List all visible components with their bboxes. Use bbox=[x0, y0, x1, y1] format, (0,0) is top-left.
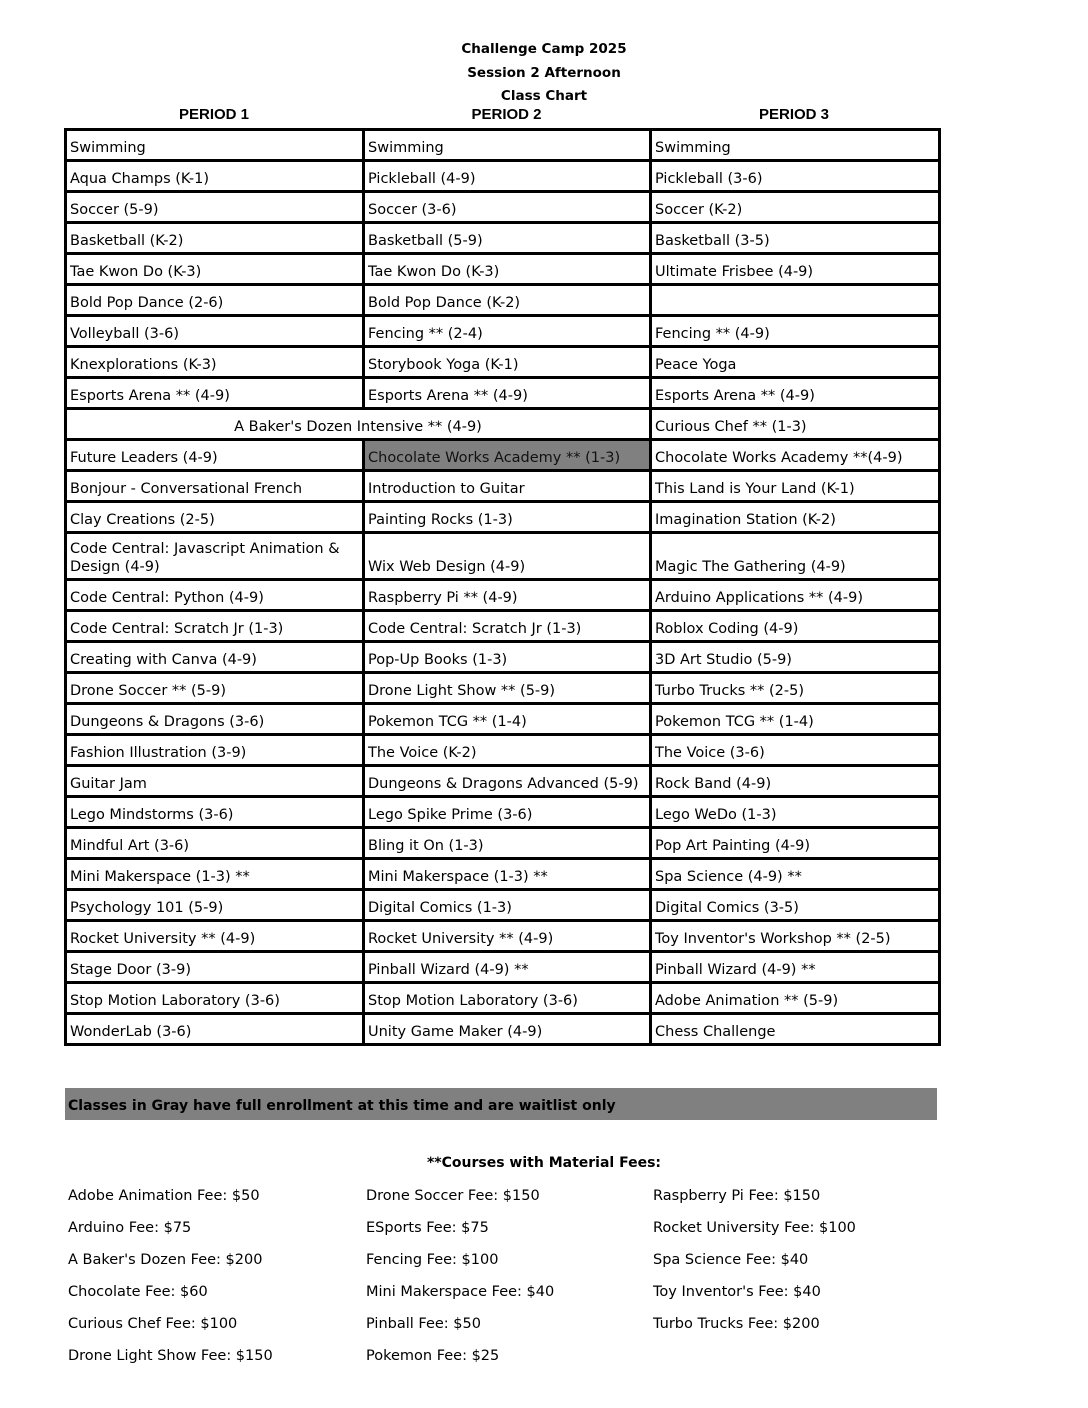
class-cell: Chocolate Works Academy ** (1-3) bbox=[364, 440, 651, 471]
table-row bbox=[66, 254, 940, 285]
class-cell: Esports Arena ** (4-9) bbox=[66, 378, 364, 409]
class-cell: Roblox Coding (4-9) bbox=[651, 611, 940, 642]
class-cell: Digital Comics (3-5) bbox=[651, 890, 940, 921]
class-cell: Mindful Art (3-6) bbox=[66, 828, 364, 859]
table-row bbox=[66, 533, 940, 580]
class-cell: Peace Yoga bbox=[651, 347, 940, 378]
class-cell: Pinball Wizard (4-9) ** bbox=[364, 952, 651, 983]
table-row bbox=[66, 642, 940, 673]
table-row bbox=[66, 223, 940, 254]
fee-item: Arduino Fee: $75 bbox=[68, 1220, 192, 1236]
fee-item: Drone Light Show Fee: $150 bbox=[68, 1348, 273, 1364]
class-cell: Stop Motion Laboratory (3-6) bbox=[364, 983, 651, 1014]
class-cell: Tae Kwon Do (K-3) bbox=[66, 254, 364, 285]
table-row bbox=[66, 471, 940, 502]
class-cell: The Voice (3-6) bbox=[651, 735, 940, 766]
fee-item: A Baker's Dozen Fee: $200 bbox=[68, 1252, 263, 1268]
class-cell: Soccer (K-2) bbox=[651, 192, 940, 223]
class-cell: Bonjour - Conversational French bbox=[66, 471, 364, 502]
class-cell: Guitar Jam bbox=[66, 766, 364, 797]
class-cell: Fencing ** (2-4) bbox=[364, 316, 651, 347]
fee-item: Chocolate Fee: $60 bbox=[68, 1284, 208, 1300]
class-cell: Chess Challenge bbox=[651, 1014, 940, 1045]
table-row bbox=[66, 192, 940, 223]
fees-title: **Courses with Material Fees: bbox=[426, 1155, 661, 1171]
class-cell: Basketball (3-5) bbox=[651, 223, 940, 254]
class-cell: The Voice (K-2) bbox=[364, 735, 651, 766]
fee-item: Turbo Trucks Fee: $200 bbox=[653, 1316, 820, 1332]
class-cell: Pinball Wizard (4-9) ** bbox=[651, 952, 940, 983]
table-row bbox=[66, 580, 940, 611]
class-cell: Clay Creations (2-5) bbox=[66, 502, 364, 533]
class-cell: Volleyball (3-6) bbox=[66, 316, 364, 347]
class-cell: Dungeons & Dragons (3-6) bbox=[66, 704, 364, 735]
chart-label: Class Chart bbox=[500, 88, 588, 104]
page-title: Challenge Camp 2025 bbox=[461, 41, 627, 57]
class-cell: Fashion Illustration (3-9) bbox=[66, 735, 364, 766]
table-row bbox=[66, 766, 940, 797]
fee-item: Raspberry Pi Fee: $150 bbox=[653, 1188, 821, 1204]
fee-item: Rocket University Fee: $100 bbox=[653, 1220, 856, 1236]
class-cell: Swimming bbox=[651, 130, 940, 161]
table-row bbox=[66, 859, 940, 890]
class-cell: Aqua Champs (K-1) bbox=[66, 161, 364, 192]
class-cell: Esports Arena ** (4-9) bbox=[364, 378, 651, 409]
class-cell: Unity Game Maker (4-9) bbox=[364, 1014, 651, 1045]
fee-item: Curious Chef Fee: $100 bbox=[68, 1316, 238, 1332]
fee-item: Pokemon Fee: $25 bbox=[366, 1348, 500, 1364]
class-cell: Esports Arena ** (4-9) bbox=[651, 378, 940, 409]
table-row bbox=[66, 890, 940, 921]
period-3-header: PERIOD 3 bbox=[758, 106, 830, 123]
waitlist-note: Classes in Gray have full enrollment at this time and are waitlist only bbox=[65, 1088, 937, 1120]
class-cell: Mini Makerspace (1-3) ** bbox=[364, 859, 651, 890]
class-cell: Drone Soccer ** (5-9) bbox=[66, 673, 364, 704]
class-cell: Tae Kwon Do (K-3) bbox=[364, 254, 651, 285]
class-cell: Drone Light Show ** (5-9) bbox=[364, 673, 651, 704]
table-row bbox=[66, 161, 940, 192]
table-row bbox=[66, 983, 940, 1014]
fee-item: Drone Soccer Fee: $150 bbox=[366, 1188, 540, 1204]
fee-item: Mini Makerspace Fee: $40 bbox=[366, 1284, 555, 1300]
table-row bbox=[66, 797, 940, 828]
class-cell: Ultimate Frisbee (4-9) bbox=[651, 254, 940, 285]
table-row bbox=[66, 1014, 940, 1045]
class-cell: Spa Science (4-9) ** bbox=[651, 859, 940, 890]
fees-column-3 bbox=[653, 1187, 856, 1347]
fee-item: Pinball Fee: $50 bbox=[366, 1316, 481, 1332]
class-cell: Pokemon TCG ** (1-4) bbox=[364, 704, 651, 735]
period-1-header: PERIOD 1 bbox=[178, 106, 250, 123]
merged-class-cell: A Baker's Dozen Intensive ** (4-9) bbox=[66, 409, 651, 440]
class-cell: Creating with Canva (4-9) bbox=[66, 642, 364, 673]
table-row bbox=[66, 347, 940, 378]
fees-column-1 bbox=[68, 1187, 273, 1379]
table-row bbox=[66, 735, 940, 766]
class-cell: Pop-Up Books (1-3) bbox=[364, 642, 651, 673]
table-row bbox=[66, 921, 940, 952]
class-cell: Stage Door (3-9) bbox=[66, 952, 364, 983]
class-chart-table bbox=[64, 128, 941, 1046]
fee-item: ESports Fee: $75 bbox=[366, 1220, 489, 1236]
class-cell: Fencing ** (4-9) bbox=[651, 316, 940, 347]
fee-item: Adobe Animation Fee: $50 bbox=[68, 1188, 260, 1204]
class-cell: Arduino Applications ** (4-9) bbox=[651, 580, 940, 611]
class-cell: Swimming bbox=[364, 130, 651, 161]
class-cell: Rocket University ** (4-9) bbox=[364, 921, 651, 952]
class-cell: Bold Pop Dance (K-2) bbox=[364, 285, 651, 316]
class-cell: Pop Art Painting (4-9) bbox=[651, 828, 940, 859]
table-row bbox=[66, 704, 940, 735]
table-row bbox=[66, 285, 940, 316]
table-row bbox=[66, 502, 940, 533]
class-cell: Curious Chef ** (1-3) bbox=[651, 409, 940, 440]
table-row bbox=[66, 409, 940, 440]
class-cell: Rocket University ** (4-9) bbox=[66, 921, 364, 952]
table-row bbox=[66, 378, 940, 409]
class-cell: Psychology 101 (5-9) bbox=[66, 890, 364, 921]
class-cell: Code Central: Scratch Jr (1-3) bbox=[364, 611, 651, 642]
class-cell: Pickleball (4-9) bbox=[364, 161, 651, 192]
class-cell: Digital Comics (1-3) bbox=[364, 890, 651, 921]
class-cell: Code Central: Python (4-9) bbox=[66, 580, 364, 611]
class-cell: Stop Motion Laboratory (3-6) bbox=[66, 983, 364, 1014]
class-cell: Basketball (K-2) bbox=[66, 223, 364, 254]
table-row bbox=[66, 828, 940, 859]
class-cell: Swimming bbox=[66, 130, 364, 161]
class-cell: Pickleball (3-6) bbox=[651, 161, 940, 192]
table-row bbox=[66, 952, 940, 983]
session-subtitle: Session 2 Afternoon bbox=[467, 65, 621, 81]
class-cell: WonderLab (3-6) bbox=[66, 1014, 364, 1045]
class-cell: Bold Pop Dance (2-6) bbox=[66, 285, 364, 316]
class-cell: Soccer (3-6) bbox=[364, 192, 651, 223]
table-row bbox=[66, 316, 940, 347]
class-cell: Code Central: Javascript Animation & Design (4-9) bbox=[66, 533, 364, 580]
class-cell: Soccer (5-9) bbox=[66, 192, 364, 223]
class-cell: Mini Makerspace (1-3) ** bbox=[66, 859, 364, 890]
class-cell: Introduction to Guitar bbox=[364, 471, 651, 502]
class-cell: Painting Rocks (1-3) bbox=[364, 502, 651, 533]
class-cell: Future Leaders (4-9) bbox=[66, 440, 364, 471]
fee-item: Spa Science Fee: $40 bbox=[653, 1252, 809, 1268]
class-cell: Code Central: Scratch Jr (1-3) bbox=[66, 611, 364, 642]
class-cell: 3D Art Studio (5-9) bbox=[651, 642, 940, 673]
class-cell: Lego Spike Prime (3-6) bbox=[364, 797, 651, 828]
class-cell: Pokemon TCG ** (1-4) bbox=[651, 704, 940, 735]
class-cell bbox=[651, 285, 940, 316]
class-cell: This Land is Your Land (K-1) bbox=[651, 471, 940, 502]
period-2-header: PERIOD 2 bbox=[471, 106, 542, 123]
class-cell: Wix Web Design (4-9) bbox=[364, 533, 651, 580]
class-cell: Adobe Animation ** (5-9) bbox=[651, 983, 940, 1014]
table-row bbox=[66, 611, 940, 642]
table-row bbox=[66, 673, 940, 704]
class-cell: Chocolate Works Academy **(4-9) bbox=[651, 440, 940, 471]
class-cell: Raspberry Pi ** (4-9) bbox=[364, 580, 651, 611]
class-cell: Magic The Gathering (4-9) bbox=[651, 533, 940, 580]
class-cell: Storybook Yoga (K-1) bbox=[364, 347, 651, 378]
class-cell: Dungeons & Dragons Advanced (5-9) bbox=[364, 766, 651, 797]
class-cell: Knexplorations (K-3) bbox=[66, 347, 364, 378]
fee-item: Fencing Fee: $100 bbox=[366, 1252, 499, 1268]
fee-item: Toy Inventor's Fee: $40 bbox=[653, 1284, 821, 1300]
class-cell: Bling it On (1-3) bbox=[364, 828, 651, 859]
table-row bbox=[66, 130, 940, 161]
class-cell: Basketball (5-9) bbox=[364, 223, 651, 254]
class-cell: Lego WeDo (1-3) bbox=[651, 797, 940, 828]
table-row bbox=[66, 440, 940, 471]
class-cell: Turbo Trucks ** (2-5) bbox=[651, 673, 940, 704]
class-cell: Rock Band (4-9) bbox=[651, 766, 940, 797]
fees-column-2 bbox=[366, 1187, 554, 1379]
class-cell: Lego Mindstorms (3-6) bbox=[66, 797, 364, 828]
class-cell: Imagination Station (K-2) bbox=[651, 502, 940, 533]
class-cell: Toy Inventor's Workshop ** (2-5) bbox=[651, 921, 940, 952]
